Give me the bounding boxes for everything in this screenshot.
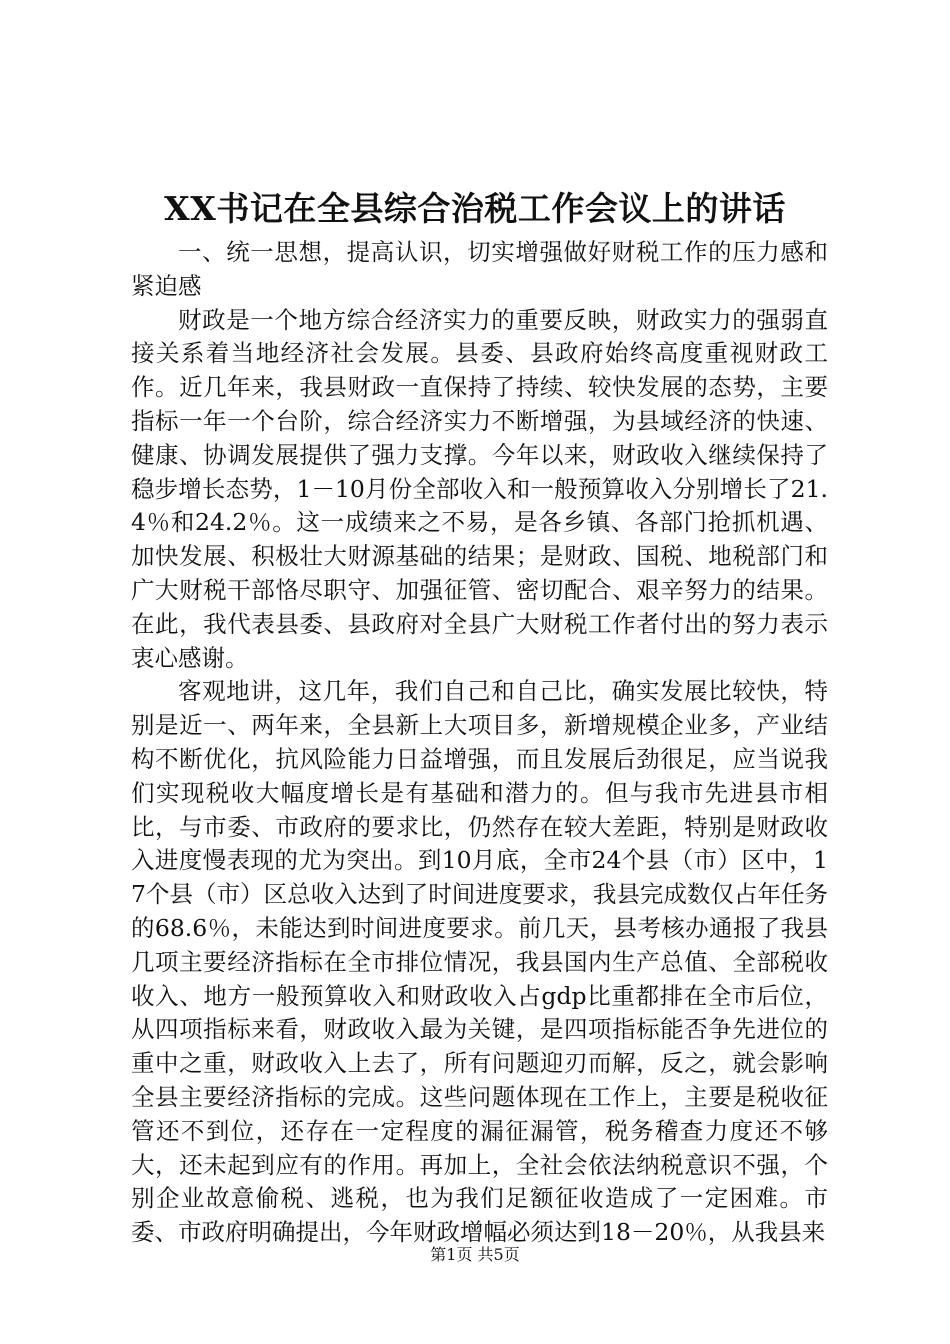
page-number-footer: 第1页 共5页 [430, 1245, 520, 1264]
document-title: XX书记在全县综合治税工作会议上的讲话 [164, 189, 786, 228]
body-paragraph: 财政是一个地方综合经济实力的重要反映，财政实力的强弱直接关系着当地经济社会发展。县委、县政府始终高度重视财政工作。近几年来，我县财政一直保持了持续、较快发展的态势，主要指标一年一个台阶，综合经济实力不断增强，为县域经济的快速、健康、协调发展提供了强力支撑。今年以来，财政收入继续保持了稳步增长态势，1－10月份全部收入和一般预算收入分别增长了21.4％和24.2％。这一成绩来之不易，是各乡镇、各部门抢抓机遇、加快发展、积极壮大财源基础的结果；是财政、国税、地税部门和广大财税干部恪尽职守、加强征管、密切配合、艰辛努力的结果。在此，我代表县委、县政府对全县广大财税工作者付出的努力表示衷心感谢。 [131, 305, 828, 672]
body-paragraph: 客观地讲，这几年，我们自己和自己比，确实发展比较快，特别是近一、两年来，全县新上大项目多，新增规模企业多，产业结构不断优化，抗风险能力日益增强，而且发展后劲很足，应当说我们实现税收大幅度增长是有基础和潜力的。但与我市先进县市相比，与市委、市政府的要求比，仍然存在较大差距，特别是财政收入进度慢表现的尤为突出。到10月底，全市24个县（市）区中，17个县（市）区总收入达到了时间进度要求，我县完成数仅占年任务的68.6％，未能达到时间进度要求。前几天，县考核办通报了我县几项主要经济指标在全市排位情况，我县国内生产总值、全部税收收入、地方一般预算收入和财政收入占gdp比重都排在全市后位，从四项指标来看，财政收入最为关键，是四项指标能否争先进位的重中之重，财政收入上去了，所有问题迎刃而解，反之，就会影响全县主要经济指标的完成。这些问题体现在工作上，主要是税收征管还不到位，还存在一定程度的漏征漏管，税务稽查力度还不够大，还未起到应有的作用。再加上，全社会依法纳税意识不强，个别企业故意偷税、逃税，也为我们足额征收造成了一定困难。市委、市政府明确提出，今年财政增幅必须达到18－20％，从我县来 [131, 677, 828, 1247]
document-body [131, 236, 828, 1250]
section-heading: 一、统一思想，提高认识，切实增强做好财税工作的压力感和紧迫感 [131, 238, 828, 300]
